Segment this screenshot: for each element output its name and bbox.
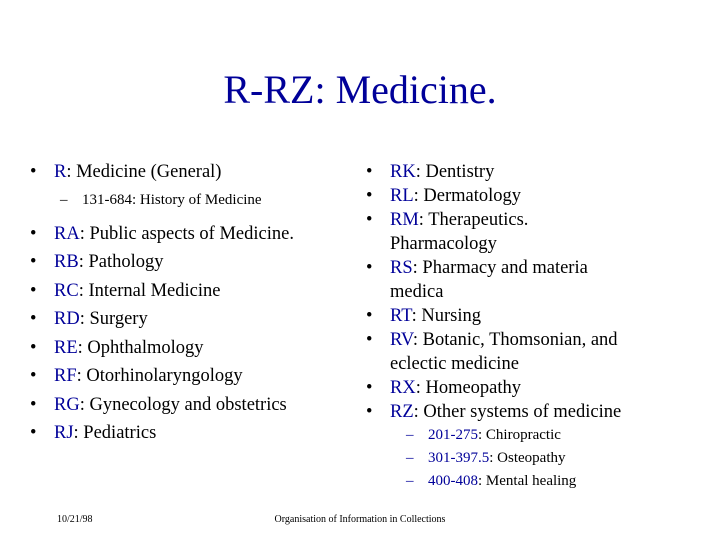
class-code: RL — [390, 186, 414, 206]
class-code: R — [54, 162, 67, 182]
sub-label: : History of Medicine — [132, 191, 262, 208]
bullet-icon: • — [366, 162, 373, 182]
bullet-icon: • — [366, 378, 373, 398]
sub-code: 400-408 — [428, 473, 478, 489]
list-item — [30, 222, 360, 246]
class-code: RT — [390, 306, 412, 326]
class-code: RV — [390, 330, 413, 350]
class-label: : Pharmacy and materia — [412, 258, 588, 278]
list-item — [366, 328, 706, 376]
list-item — [30, 250, 360, 274]
dash-icon: – — [60, 191, 68, 208]
class-code: RB — [54, 252, 79, 272]
bullet-icon: • — [30, 423, 37, 443]
list-item — [366, 376, 706, 400]
class-label: : Medicine (General) — [66, 162, 222, 182]
bullet-icon: • — [30, 309, 37, 329]
sub-item — [30, 189, 360, 212]
bullet-icon: • — [30, 223, 37, 244]
dash-icon: – — [406, 473, 414, 489]
footer-date: 10/21/98 — [57, 514, 93, 525]
sub-label: : Osteopathy — [489, 450, 566, 466]
class-code: RS — [390, 258, 413, 278]
sub-item — [366, 447, 706, 470]
class-code: RC — [54, 280, 79, 301]
class-label: : Nursing — [411, 306, 481, 326]
class-label-continued: medica — [390, 282, 444, 302]
list-item — [366, 256, 706, 304]
bullet-icon: • — [366, 306, 373, 326]
sub-item — [366, 424, 706, 447]
list-item — [366, 160, 706, 184]
bullet-icon: • — [366, 210, 373, 230]
class-label: : Other systems of medicine — [413, 402, 622, 422]
class-label: : Gynecology and obstetrics — [79, 394, 287, 415]
list-item — [30, 307, 360, 331]
sub-code: 201-275 — [428, 427, 478, 443]
class-label: : Pediatrics — [73, 423, 157, 443]
class-label-continued: eclectic medicine — [390, 354, 519, 374]
slide-title: R-RZ: Medicine. — [223, 67, 497, 112]
list-item — [30, 393, 360, 417]
bullet-icon: • — [30, 394, 37, 415]
list-item — [30, 336, 360, 360]
class-label: : Ophthalmology — [77, 337, 204, 358]
right-column — [366, 160, 706, 493]
dash-icon: – — [406, 427, 414, 443]
bullet-icon: • — [366, 258, 373, 278]
class-code: RZ — [390, 402, 414, 422]
bullet-icon: • — [366, 402, 373, 422]
bullet-icon: • — [366, 186, 373, 206]
class-code: RK — [390, 162, 416, 182]
sub-label: : Chiropractic — [478, 427, 561, 443]
list-item — [30, 364, 360, 388]
class-code: RX — [390, 378, 416, 398]
class-label: : Therapeutics. — [418, 210, 529, 230]
class-label: : Internal Medicine — [78, 280, 221, 301]
sub-code: 301-397.5 — [428, 450, 490, 466]
bullet-icon: • — [30, 252, 37, 272]
list-item — [30, 421, 360, 445]
class-code: RF — [54, 366, 77, 386]
class-label-continued: Pharmacology — [390, 234, 497, 254]
class-code: RE — [54, 337, 78, 358]
class-label: : Dermatology — [413, 186, 522, 206]
class-code: RA — [54, 223, 80, 244]
sub-item — [366, 470, 706, 493]
class-label: : Homeopathy — [415, 378, 522, 398]
class-label: : Dentistry — [415, 162, 495, 182]
footer-title: Organisation of Information in Collections — [274, 514, 446, 525]
sub-label: : Mental healing — [478, 473, 577, 489]
bullet-icon: • — [30, 337, 37, 358]
list-item — [366, 184, 706, 208]
bullet-icon: • — [30, 366, 37, 386]
class-label: : Otorhinolaryngology — [76, 366, 243, 386]
class-label: : Surgery — [79, 309, 148, 329]
class-code: RM — [390, 210, 419, 230]
left-column — [30, 160, 360, 450]
list-item — [30, 160, 360, 184]
sub-list — [366, 424, 706, 493]
dash-icon: – — [406, 450, 414, 466]
class-code: RJ — [54, 423, 74, 443]
class-label: : Public aspects of Medicine. — [79, 223, 294, 244]
class-code: RD — [54, 309, 80, 329]
list-item — [30, 279, 360, 303]
bullet-icon: • — [30, 280, 37, 301]
list-item — [366, 208, 706, 256]
class-label: : Pathology — [78, 252, 164, 272]
class-label: : Botanic, Thomsonian, and — [412, 330, 618, 350]
list-item — [366, 400, 706, 424]
list-item — [366, 304, 706, 328]
bullet-icon: • — [30, 162, 37, 182]
class-code: RG — [54, 394, 80, 415]
bullet-icon: • — [366, 330, 373, 350]
sub-code: 131-684 — [82, 191, 132, 208]
